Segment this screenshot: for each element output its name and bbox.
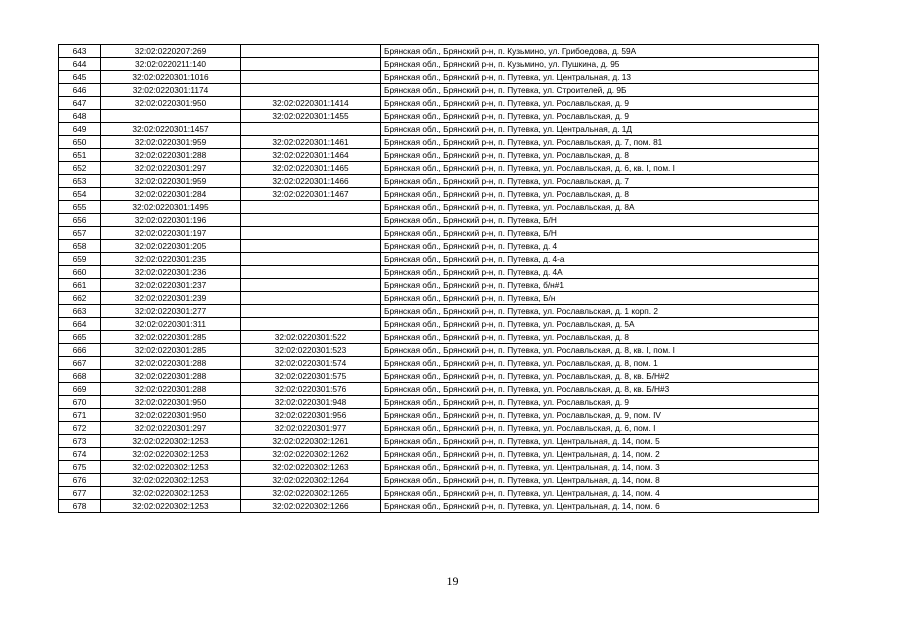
linked-cadastral-number-cell bbox=[241, 123, 381, 136]
linked-cadastral-number-cell: 32:02:0220301:1464 bbox=[241, 149, 381, 162]
linked-cadastral-number-cell: 32:02:0220301:574 bbox=[241, 357, 381, 370]
address-cell: Брянская обл., Брянский р-н, п. Путевка, ул. Центральная, д. 14, пом. 2 bbox=[381, 448, 819, 461]
row-number-cell: 649 bbox=[59, 123, 101, 136]
address-cell: Брянская обл., Брянский р-н, п. Путевка, ул. Рославльская, д. 9, пом. IV bbox=[381, 409, 819, 422]
linked-cadastral-number-cell: 32:02:0220301:1461 bbox=[241, 136, 381, 149]
cadastral-number-cell: 32:02:0220301:285 bbox=[101, 344, 241, 357]
linked-cadastral-number-cell: 32:02:0220302:1264 bbox=[241, 474, 381, 487]
cadastral-number-cell: 32:02:0220302:1253 bbox=[101, 435, 241, 448]
table-row bbox=[59, 240, 819, 253]
row-number-cell: 668 bbox=[59, 370, 101, 383]
row-number-cell: 666 bbox=[59, 344, 101, 357]
cadastral-number-cell: 32:02:0220301:288 bbox=[101, 383, 241, 396]
linked-cadastral-number-cell bbox=[241, 305, 381, 318]
table-row bbox=[59, 45, 819, 58]
cadastral-number-cell: 32:02:0220301:205 bbox=[101, 240, 241, 253]
address-cell: Брянская обл., Брянский р-н, п. Путевка, ул. Рославльская, д. 8 bbox=[381, 188, 819, 201]
row-number-cell: 662 bbox=[59, 292, 101, 305]
address-cell: Брянская обл., Брянский р-н, п. Путевка, ул. Рославльская, д. 1 корп. 2 bbox=[381, 305, 819, 318]
row-number-cell: 674 bbox=[59, 448, 101, 461]
row-number-cell: 647 bbox=[59, 97, 101, 110]
table-row bbox=[59, 110, 819, 123]
cadastral-number-cell: 32:02:0220301:1174 bbox=[101, 84, 241, 97]
table-row bbox=[59, 279, 819, 292]
address-cell: Брянская обл., Брянский р-н, п. Путевка, д. 4-а bbox=[381, 253, 819, 266]
registry-table bbox=[58, 44, 819, 513]
linked-cadastral-number-cell bbox=[241, 58, 381, 71]
address-cell: Брянская обл., Брянский р-н, п. Путевка, б/н#1 bbox=[381, 279, 819, 292]
cadastral-number-cell: 32:02:0220301:239 bbox=[101, 292, 241, 305]
address-cell: Брянская обл., Брянский р-н, п. Путевка, ул. Рославльская, д. 9 bbox=[381, 396, 819, 409]
cadastral-number-cell: 32:02:0220301:284 bbox=[101, 188, 241, 201]
row-number-cell: 670 bbox=[59, 396, 101, 409]
row-number-cell: 665 bbox=[59, 331, 101, 344]
row-number-cell: 667 bbox=[59, 357, 101, 370]
cadastral-number-cell: 32:02:0220301:288 bbox=[101, 357, 241, 370]
table-row bbox=[59, 318, 819, 331]
cadastral-number-cell: 32:02:0220301:237 bbox=[101, 279, 241, 292]
table-row bbox=[59, 136, 819, 149]
page-number: 19 bbox=[446, 574, 459, 588]
address-cell: Брянская обл., Брянский р-н, п. Путевка, ул. Рославльская, д. 8 bbox=[381, 149, 819, 162]
row-number-cell: 648 bbox=[59, 110, 101, 123]
row-number-cell: 661 bbox=[59, 279, 101, 292]
cadastral-number-cell: 32:02:0220207:269 bbox=[101, 45, 241, 58]
row-number-cell: 653 bbox=[59, 175, 101, 188]
table-row bbox=[59, 84, 819, 97]
address-cell: Брянская обл., Брянский р-н, п. Путевка, ул. Рославльская, д. 8, кв. I, пом. I bbox=[381, 344, 819, 357]
linked-cadastral-number-cell bbox=[241, 279, 381, 292]
linked-cadastral-number-cell: 32:02:0220301:1414 bbox=[241, 97, 381, 110]
linked-cadastral-number-cell bbox=[241, 227, 381, 240]
address-cell: Брянская обл., Брянский р-н, п. Путевка, Б/Н bbox=[381, 214, 819, 227]
linked-cadastral-number-cell: 32:02:0220302:1261 bbox=[241, 435, 381, 448]
linked-cadastral-number-cell: 32:02:0220302:1266 bbox=[241, 500, 381, 513]
linked-cadastral-number-cell: 32:02:0220301:1467 bbox=[241, 188, 381, 201]
row-number-cell: 678 bbox=[59, 500, 101, 513]
address-cell: Брянская обл., Брянский р-н, п. Путевка, ул. Центральная, д. 14, пом. 5 bbox=[381, 435, 819, 448]
table-row bbox=[59, 448, 819, 461]
table-row bbox=[59, 97, 819, 110]
linked-cadastral-number-cell: 32:02:0220301:1455 bbox=[241, 110, 381, 123]
table-row bbox=[59, 474, 819, 487]
address-cell: Брянская обл., Брянский р-н, п. Путевка, ул. Рославльская, д. 9 bbox=[381, 110, 819, 123]
linked-cadastral-number-cell: 32:02:0220301:576 bbox=[241, 383, 381, 396]
linked-cadastral-number-cell bbox=[241, 266, 381, 279]
cadastral-number-cell: 32:02:0220301:959 bbox=[101, 175, 241, 188]
linked-cadastral-number-cell bbox=[241, 253, 381, 266]
linked-cadastral-number-cell bbox=[241, 214, 381, 227]
address-cell: Брянская обл., Брянский р-н, п. Путевка, ул. Центральная, д. 14, пом. 6 bbox=[381, 500, 819, 513]
cadastral-number-cell: 32:02:0220302:1253 bbox=[101, 500, 241, 513]
cadastral-number-cell: 32:02:0220301:288 bbox=[101, 149, 241, 162]
row-number-cell: 673 bbox=[59, 435, 101, 448]
row-number-cell: 669 bbox=[59, 383, 101, 396]
linked-cadastral-number-cell: 32:02:0220302:1263 bbox=[241, 461, 381, 474]
table-row bbox=[59, 162, 819, 175]
table-row bbox=[59, 487, 819, 500]
address-cell: Брянская обл., Брянский р-н, п. Путевка, ул. Рославльская, д. 7 bbox=[381, 175, 819, 188]
table-row bbox=[59, 331, 819, 344]
row-number-cell: 677 bbox=[59, 487, 101, 500]
table-row bbox=[59, 266, 819, 279]
table-row bbox=[59, 383, 819, 396]
cadastral-number-cell: 32:02:0220301:1495 bbox=[101, 201, 241, 214]
registry-table-body bbox=[59, 45, 819, 513]
row-number-cell: 658 bbox=[59, 240, 101, 253]
row-number-cell: 676 bbox=[59, 474, 101, 487]
cadastral-number-cell: 32:02:0220301:1457 bbox=[101, 123, 241, 136]
address-cell: Брянская обл., Брянский р-н, п. Путевка, ул. Рославльская, д. 8А bbox=[381, 201, 819, 214]
cadastral-number-cell: 32:02:0220301:288 bbox=[101, 370, 241, 383]
linked-cadastral-number-cell: 32:02:0220301:1466 bbox=[241, 175, 381, 188]
address-cell: Брянская обл., Брянский р-н, п. Кузьмино, ул. Пушкина, д. 95 bbox=[381, 58, 819, 71]
address-cell: Брянская обл., Брянский р-н, п. Путевка, ул. Строителей, д. 9Б bbox=[381, 84, 819, 97]
cadastral-number-cell: 32:02:0220302:1253 bbox=[101, 448, 241, 461]
cadastral-number-cell: 32:02:0220301:950 bbox=[101, 97, 241, 110]
table-row bbox=[59, 344, 819, 357]
linked-cadastral-number-cell bbox=[241, 45, 381, 58]
cadastral-number-cell: 32:02:0220301:297 bbox=[101, 422, 241, 435]
table-row bbox=[59, 58, 819, 71]
table-row bbox=[59, 175, 819, 188]
row-number-cell: 656 bbox=[59, 214, 101, 227]
row-number-cell: 659 bbox=[59, 253, 101, 266]
cadastral-number-cell: 32:02:0220301:196 bbox=[101, 214, 241, 227]
table-row bbox=[59, 123, 819, 136]
address-cell: Брянская обл., Брянский р-н, п. Путевка, ул. Рославльская, д. 7, пом. 81 bbox=[381, 136, 819, 149]
address-cell: Брянская обл., Брянский р-н, п. Путевка, ул. Рославльская, д. 9 bbox=[381, 97, 819, 110]
cadastral-number-cell: 32:02:0220301:950 bbox=[101, 409, 241, 422]
row-number-cell: 671 bbox=[59, 409, 101, 422]
linked-cadastral-number-cell: 32:02:0220301:523 bbox=[241, 344, 381, 357]
cadastral-number-cell: 32:02:0220301:277 bbox=[101, 305, 241, 318]
row-number-cell: 646 bbox=[59, 84, 101, 97]
row-number-cell: 655 bbox=[59, 201, 101, 214]
row-number-cell: 652 bbox=[59, 162, 101, 175]
address-cell: Брянская обл., Брянский р-н, п. Путевка, ул. Рославльская, д. 5А bbox=[381, 318, 819, 331]
table-row bbox=[59, 292, 819, 305]
linked-cadastral-number-cell: 32:02:0220302:1262 bbox=[241, 448, 381, 461]
table-row bbox=[59, 357, 819, 370]
linked-cadastral-number-cell: 32:02:0220301:948 bbox=[241, 396, 381, 409]
cadastral-number-cell: 32:02:0220301:197 bbox=[101, 227, 241, 240]
linked-cadastral-number-cell bbox=[241, 240, 381, 253]
table-row bbox=[59, 370, 819, 383]
cadastral-number-cell: 32:02:0220301:297 bbox=[101, 162, 241, 175]
address-cell: Брянская обл., Брянский р-н, п. Путевка, ул. Центральная, д. 1Д bbox=[381, 123, 819, 136]
table-row bbox=[59, 305, 819, 318]
address-cell: Брянская обл., Брянский р-н, п. Путевка, ул. Центральная, д. 14, пом. 3 bbox=[381, 461, 819, 474]
cadastral-number-cell: 32:02:0220302:1253 bbox=[101, 461, 241, 474]
address-cell: Брянская обл., Брянский р-н, п. Путевка, ул. Рославльская, д. 8, кв. Б/Н#3 bbox=[381, 383, 819, 396]
cadastral-number-cell: 32:02:0220301:950 bbox=[101, 396, 241, 409]
table-row bbox=[59, 500, 819, 513]
linked-cadastral-number-cell bbox=[241, 201, 381, 214]
address-cell: Брянская обл., Брянский р-н, п. Путевка, д. 4А bbox=[381, 266, 819, 279]
linked-cadastral-number-cell bbox=[241, 292, 381, 305]
row-number-cell: 645 bbox=[59, 71, 101, 84]
table-row bbox=[59, 435, 819, 448]
linked-cadastral-number-cell: 32:02:0220301:522 bbox=[241, 331, 381, 344]
address-cell: Брянская обл., Брянский р-н, п. Кузьмино, ул. Грибоедова, д. 59А bbox=[381, 45, 819, 58]
table-row bbox=[59, 409, 819, 422]
table-row bbox=[59, 214, 819, 227]
table-row bbox=[59, 201, 819, 214]
cadastral-number-cell: 32:02:0220301:285 bbox=[101, 331, 241, 344]
row-number-cell: 664 bbox=[59, 318, 101, 331]
row-number-cell: 663 bbox=[59, 305, 101, 318]
linked-cadastral-number-cell: 32:02:0220302:1265 bbox=[241, 487, 381, 500]
address-cell: Брянская обл., Брянский р-н, п. Путевка, Б/Н bbox=[381, 227, 819, 240]
table-row bbox=[59, 253, 819, 266]
table-row bbox=[59, 461, 819, 474]
cadastral-number-cell bbox=[101, 110, 241, 123]
table-row bbox=[59, 422, 819, 435]
linked-cadastral-number-cell: 32:02:0220301:1465 bbox=[241, 162, 381, 175]
cadastral-number-cell: 32:02:0220301:236 bbox=[101, 266, 241, 279]
address-cell: Брянская обл., Брянский р-н, п. Путевка, д. 4 bbox=[381, 240, 819, 253]
row-number-cell: 644 bbox=[59, 58, 101, 71]
address-cell: Брянская обл., Брянский р-н, п. Путевка, ул. Центральная, д. 13 bbox=[381, 71, 819, 84]
address-cell: Брянская обл., Брянский р-н, п. Путевка, ул. Рославльская, д. 6, пом. I bbox=[381, 422, 819, 435]
cadastral-number-cell: 32:02:0220301:959 bbox=[101, 136, 241, 149]
row-number-cell: 654 bbox=[59, 188, 101, 201]
linked-cadastral-number-cell bbox=[241, 318, 381, 331]
address-cell: Брянская обл., Брянский р-н, п. Путевка, ул. Рославльская, д. 8, кв. Б/Н#2 bbox=[381, 370, 819, 383]
cadastral-number-cell: 32:02:0220301:311 bbox=[101, 318, 241, 331]
row-number-cell: 651 bbox=[59, 149, 101, 162]
linked-cadastral-number-cell: 32:02:0220301:956 bbox=[241, 409, 381, 422]
cadastral-number-cell: 32:02:0220302:1253 bbox=[101, 487, 241, 500]
linked-cadastral-number-cell: 32:02:0220301:575 bbox=[241, 370, 381, 383]
row-number-cell: 657 bbox=[59, 227, 101, 240]
table-row bbox=[59, 227, 819, 240]
address-cell: Брянская обл., Брянский р-н, п. Путевка, ул. Центральная, д. 14, пом. 4 bbox=[381, 487, 819, 500]
address-cell: Брянская обл., Брянский р-н, п. Путевка, ул. Рославльская, д. 6, кв. I, пом. I bbox=[381, 162, 819, 175]
cadastral-number-cell: 32:02:0220302:1253 bbox=[101, 474, 241, 487]
cadastral-number-cell: 32:02:0220301:1016 bbox=[101, 71, 241, 84]
row-number-cell: 672 bbox=[59, 422, 101, 435]
cadastral-number-cell: 32:02:0220211:140 bbox=[101, 58, 241, 71]
row-number-cell: 660 bbox=[59, 266, 101, 279]
address-cell: Брянская обл., Брянский р-н, п. Путевка, ул. Центральная, д. 14, пом. 8 bbox=[381, 474, 819, 487]
linked-cadastral-number-cell bbox=[241, 84, 381, 97]
address-cell: Брянская обл., Брянский р-н, п. Путевка, ул. Рославльская, д. 8 bbox=[381, 331, 819, 344]
table-row bbox=[59, 71, 819, 84]
address-cell: Брянская обл., Брянский р-н, п. Путевка, ул. Рославльская, д. 8, пом. 1 bbox=[381, 357, 819, 370]
address-cell: Брянская обл., Брянский р-н, п. Путевка, Б/н bbox=[381, 292, 819, 305]
table-row bbox=[59, 188, 819, 201]
table-row bbox=[59, 149, 819, 162]
row-number-cell: 650 bbox=[59, 136, 101, 149]
table-row bbox=[59, 396, 819, 409]
row-number-cell: 675 bbox=[59, 461, 101, 474]
linked-cadastral-number-cell: 32:02:0220301:977 bbox=[241, 422, 381, 435]
row-number-cell: 643 bbox=[59, 45, 101, 58]
linked-cadastral-number-cell bbox=[241, 71, 381, 84]
cadastral-number-cell: 32:02:0220301:235 bbox=[101, 253, 241, 266]
